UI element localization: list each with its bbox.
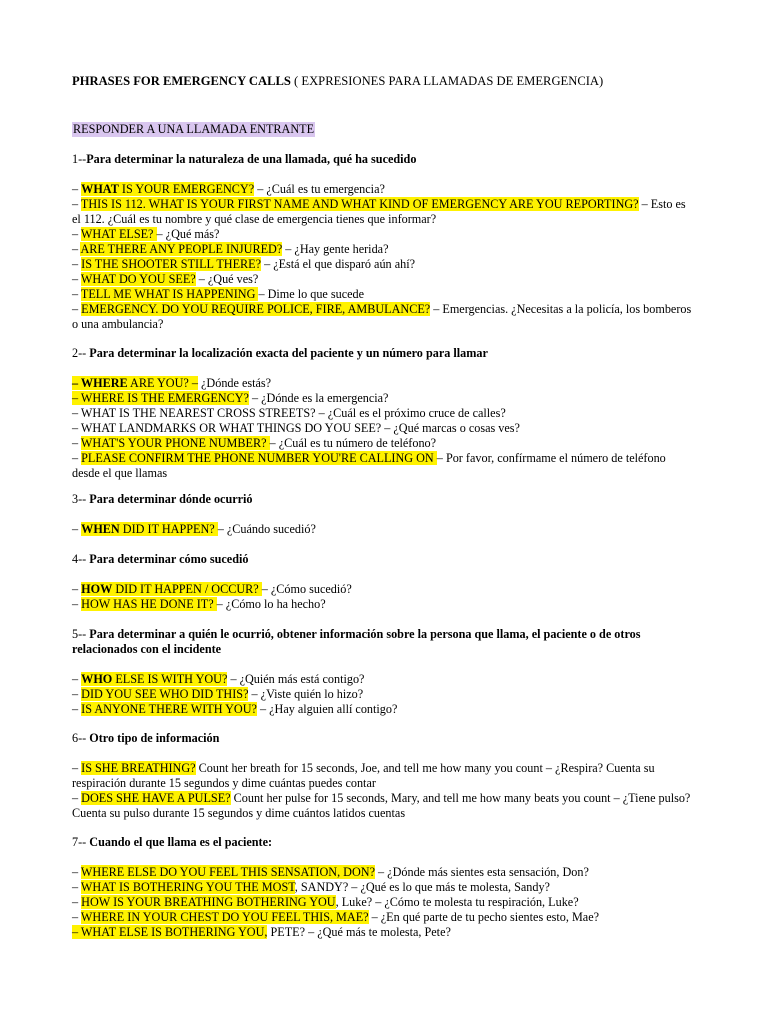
phrase-line: [72, 880, 696, 895]
section-number: 4--: [72, 552, 90, 566]
phrase-dash: –: [72, 895, 82, 909]
phrase-line: [72, 597, 696, 612]
phrase-line: [72, 522, 696, 537]
phrase-translation: , Luke? – ¿Cómo te molesta tu respiración, Luke?: [335, 895, 579, 909]
phrase-dash: –: [72, 421, 81, 435]
phrase-highlight: ARE THERE ANY PEOPLE INJURED?: [80, 242, 283, 256]
phrase-translation: ¿Dónde estás?: [197, 376, 272, 390]
phrase-translation: – ¿Hay gente herida?: [282, 242, 389, 256]
phrase-dash: –: [72, 227, 81, 241]
phrase-dash: –: [72, 257, 82, 271]
phrase-dash: –: [72, 582, 82, 596]
phrase-translation: – Dime lo que sucede: [258, 287, 365, 301]
phrase-line: [72, 421, 696, 436]
phrase-translation: – ¿Cuándo sucedió?: [217, 522, 316, 536]
phrase-line: [72, 376, 696, 391]
phrase-translation: – ¿Está el que disparó aún ahí?: [261, 257, 415, 271]
phrase-line: [72, 582, 696, 597]
phrase-line: [72, 925, 696, 940]
section-2: [72, 346, 696, 481]
phrase-highlight: EMERGENCY. DO YOU REQUIRE POLICE, FIRE, AMBULANCE?: [81, 302, 431, 316]
phrase-dash: –: [72, 761, 82, 775]
section-heading: [72, 346, 696, 361]
phrase-line: [72, 287, 696, 302]
phrase-translation: – ¿Cuál es tu número de teléfono?: [269, 436, 437, 450]
phrase-line: [72, 761, 696, 791]
section-heading-text: Para determinar la naturaleza de una llamada, qué ha sucedido: [86, 152, 417, 166]
phrase-translation: – ¿Hay alguien allí contigo?: [256, 702, 398, 716]
phrase-line: [72, 451, 696, 481]
section-7: [72, 835, 696, 940]
section-heading: [72, 492, 696, 507]
section-heading-text: Para determinar cómo sucedió: [89, 552, 249, 566]
phrase-line: [72, 182, 696, 197]
section-heading: [72, 152, 696, 167]
phrase-highlight: WHERE IN YOUR CHEST DO YOU FEEL THIS, MAE?: [80, 910, 369, 924]
phrase-line: [72, 406, 696, 421]
phrase-translation: WHAT IS THE NEAREST CROSS STREETS? – ¿Cuál es el próximo cruce de calles?: [80, 406, 506, 420]
phrase-line: [72, 257, 696, 272]
section-heading: [72, 835, 696, 850]
phrase-translation: – ¿Dónde es la emergencia?: [248, 391, 389, 405]
section-number: 1--: [72, 152, 87, 166]
phrase-line: [72, 242, 696, 257]
phrase-dash: –: [72, 522, 82, 536]
phrase-translation: PETE? – ¿Qué más te molesta, Pete?: [267, 925, 451, 939]
phrase-highlight: HOW HAS HE DONE IT?: [81, 597, 217, 611]
section-heading-text: Para determinar a quién le ocurrió, obtener información sobre la persona que llama, el paciente o de otros relacionados con el incidente: [72, 627, 641, 656]
phrase-highlight: DOES SHE HAVE A PULSE?: [81, 791, 231, 805]
phrase-translation: – ¿Viste quién lo hizo?: [248, 687, 364, 701]
phrase-translation: Count her breath for 15 seconds, Joe, and tell me how many you count – ¿Respira? Cuenta su respiración durante 15 segundos y dime cuántas puedes contar: [72, 761, 655, 790]
phrase-dash: –: [72, 197, 81, 211]
phrase-highlight: IS YOUR EMERGENCY?: [118, 182, 255, 196]
phrase-translation: – ¿En qué parte de tu pecho sientes esto, Mae?: [368, 910, 600, 924]
phrase-translation: – ¿Cuál es tu emergencia?: [254, 182, 385, 196]
phrase-translation: – ¿Qué ves?: [195, 272, 259, 286]
phrase-translation: – ¿Cómo lo ha hecho?: [216, 597, 326, 611]
phrase-highlight: WHERE ELSE DO YOU FEEL THIS SENSATION, DON?: [80, 865, 375, 879]
phrase-dash: –: [72, 302, 82, 316]
phrase-line: [72, 895, 696, 910]
phrase-highlight: ELSE IS WITH YOU?: [112, 672, 228, 686]
section-number: 7--: [72, 835, 90, 849]
phrase-highlight: DID YOU SEE WHO DID THIS?: [81, 687, 249, 701]
phrase-dash: –: [72, 672, 82, 686]
phrase-translation: – ¿Qué más?: [156, 227, 220, 241]
phrase-translation: – Emergencias. ¿Necesitas a la policía, los bomberos o una ambulancia?: [72, 302, 692, 331]
phrase-dash: –: [72, 791, 82, 805]
section-3: [72, 492, 696, 537]
phrase-highlight: WHAT ELSE?: [80, 227, 157, 241]
section-heading: [72, 627, 696, 657]
section-number: 2--: [72, 346, 90, 360]
phrase-highlight: IS SHE BREATHING?: [81, 761, 196, 775]
phrase-dash: –: [72, 865, 81, 879]
phrase-highlight: HOW IS YOUR BREATHING BOTHERING YOU: [81, 895, 336, 909]
section-number: 3--: [72, 492, 90, 506]
section-1: [72, 152, 696, 332]
phrase-dash: –: [72, 436, 81, 450]
phrase-line: [72, 302, 696, 332]
section-4: [72, 552, 696, 612]
phrase-translation: – ¿Quién más está contigo?: [227, 672, 365, 686]
phrase-line: [72, 227, 696, 242]
phrase-translation: – ¿Dónde más sientes esta sensación, Don?: [374, 865, 589, 879]
phrase-highlight: TELL ME WHAT IS HAPPENING: [80, 287, 259, 301]
phrase-highlight: DID IT HAPPEN / OCCUR?: [112, 582, 262, 596]
phrase-highlight: IS ANYONE THERE WITH YOU?: [81, 702, 257, 716]
title-rest: ( EXPRESIONES PARA LLAMADAS DE EMERGENCIA): [290, 74, 604, 88]
phrase-highlight: IS THE SHOOTER STILL THERE?: [81, 257, 262, 271]
phrase-line: [72, 791, 696, 821]
phrase-keyword: HOW: [81, 582, 113, 596]
section-heading-text: Para determinar la localización exacta del paciente y un número para llamar: [89, 346, 488, 360]
phrase-dash: –: [72, 242, 81, 256]
phrase-dash: –: [72, 880, 81, 894]
phrase-highlight: – WHAT ELSE IS BOTHERING YOU,: [72, 925, 268, 939]
section-number: 6--: [72, 731, 90, 745]
phrase-dash: –: [72, 702, 82, 716]
phrase-dash: –: [72, 272, 81, 286]
phrase-highlight: WHAT IS BOTHERING YOU THE MOST: [80, 880, 295, 894]
title-bold: PHRASES FOR EMERGENCY CALLS: [72, 74, 291, 88]
section-heading: [72, 552, 696, 567]
phrase-translation: – Por favor, confírmame el número de teléfono desde el que llamas: [72, 451, 666, 480]
phrase-dash: –: [72, 910, 81, 924]
phrase-line: [72, 865, 696, 880]
section-heading-text: Para determinar dónde ocurrió: [89, 492, 253, 506]
phrase-translation: – ¿Cómo sucedió?: [261, 582, 352, 596]
phrase-translation: , SANDY? – ¿Qué es lo que más te molesta, Sandy?: [294, 880, 550, 894]
phrase-translation: – Esto es el 112. ¿Cuál es tu nombre y qué clase de emergencia tienes que informar?: [72, 197, 686, 226]
phrase-translation: WHAT LANDMARKS OR WHAT THINGS DO YOU SEE? – ¿Qué marcas o cosas ves?: [80, 421, 520, 435]
phrase-translation: Count her pulse for 15 seconds, Mary, and tell me how many beats you count – ¿Tiene pulso? Cuenta su pulso durante 15 segundos y dime cuántos latidos cuentas: [72, 791, 691, 820]
phrase-highlight: ARE YOU? –: [127, 376, 198, 390]
section-6: [72, 731, 696, 821]
phrase-highlight: – WHERE IS THE EMERGENCY?: [72, 391, 249, 405]
section-heading-text: Otro tipo de información: [89, 731, 220, 745]
phrase-line: [72, 391, 696, 406]
phrase-line: [72, 702, 696, 717]
phrase-keyword: WHEN: [81, 522, 120, 536]
phrase-line: [72, 197, 696, 227]
phrase-keyword: – WHERE: [72, 376, 128, 390]
phrase-line: [72, 672, 696, 687]
phrase-dash: –: [72, 287, 81, 301]
section-subheader: RESPONDER A UNA LLAMADA ENTRANTE: [73, 122, 315, 136]
phrase-line: [72, 436, 696, 451]
phrase-dash: –: [72, 597, 82, 611]
phrase-highlight: WHAT'S YOUR PHONE NUMBER?: [80, 436, 270, 450]
section-heading: [72, 731, 696, 746]
phrase-line: [72, 910, 696, 925]
phrase-keyword: WHO: [81, 672, 113, 686]
phrase-dash: –: [72, 406, 81, 420]
section-number: 5--: [72, 627, 90, 641]
phrase-highlight: DID IT HAPPEN?: [119, 522, 218, 536]
phrase-line: [72, 272, 696, 287]
phrase-highlight: WHAT DO YOU SEE?: [80, 272, 196, 286]
phrase-highlight: PLEASE CONFIRM THE PHONE NUMBER YOU'RE CALLING ON: [81, 451, 437, 465]
document-title: [72, 74, 603, 89]
phrase-dash: –: [72, 687, 82, 701]
phrase-dash: –: [72, 451, 82, 465]
phrase-keyword: WHAT: [81, 182, 119, 196]
phrase-line: [72, 687, 696, 702]
phrase-dash: –: [72, 182, 82, 196]
section-heading-text: Cuando el que llama es el paciente:: [89, 835, 273, 849]
phrase-highlight: THIS IS 112. WHAT IS YOUR FIRST NAME AND WHAT KIND OF EMERGENCY ARE YOU REPORTING?: [80, 197, 639, 211]
section-5: [72, 627, 696, 717]
